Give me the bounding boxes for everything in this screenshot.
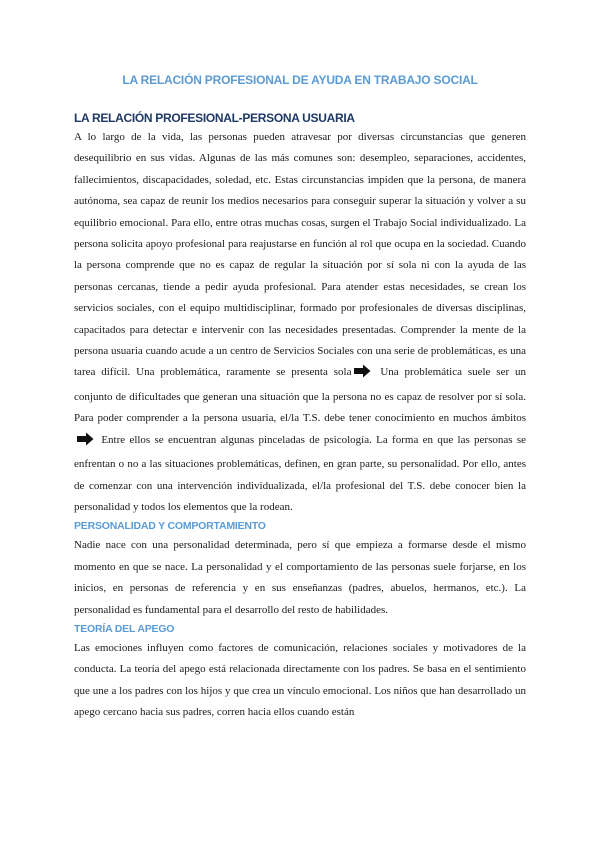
paragraph-apego: Las emociones influyen como factores de comunicación, relaciones sociales y motivadores de la conducta. La teoría del apego está relacionada directamente con los padres. Se basa en el sentimiento que une a los padres con los hijos y que crea un vínculo emocional. Los niños que han desarrollado un apego cercano hacia sus padres, corren hacia ellos cuando están	[74, 641, 526, 719]
document-body	[74, 109, 526, 724]
right-arrow-icon	[353, 364, 371, 386]
section-heading-apego: TEORÍA DEL APEGO	[74, 622, 175, 635]
right-arrow-icon	[76, 432, 94, 454]
paragraph-relacion	[74, 127, 526, 518]
paragraph-text: Una problemática suele ser un conjunto de dificultades que generan una situación que la persona no es capaz de resolver por sí sola. Para poder comprender a la persona usuaria, el/la T.S. debe tener conocimiento en muchos ámbitos	[74, 366, 526, 425]
section-heading-personalidad: PERSONALIDAD Y COMPORTAMIENTO	[74, 520, 266, 533]
paragraph-text: A lo largo de la vida, las personas pueden atravesar por diversas circunstancias que generen desequilibrio en sus vidas. Algunas de las más comunes son: desempleo, separaciones, accidentes, fallecimientos, discapacidades, soledad, etc. Estas circunstancias impiden que la persona, de manera autónoma, sea capaz de reunir los medios necesarios para conseguir superar la situación y volver a su equilibrio emocional. Para ello, entre otras muchas cosas, surgen el Trabajo Social individualizado. La persona solicita apoyo profesional para reajustarse en función al rol que ocupa en la sociedad. Cuando la persona comprende que no es capaz de regular la situación por sí sola ni con la ayuda de las personas cercanas, tiende a pedir ayuda profesional. Para atender estas necesidades, se crean los servicios sociales, con el equipo multidisciplinar, formado por profesionales de diversas disciplinas, capacitados para detectar e intervenir con las necesidades presentadas. Comprender la mente de la persona usuaria cuando acude a un centro de Servicios Sociales con una serie de problemáticas, es una tarea difícil. Una problemática, raramente se presenta sola	[74, 131, 526, 379]
document-title: LA RELACIÓN PROFESIONAL DE AYUDA EN TRABAJO SOCIAL	[122, 73, 478, 87]
paragraph-text: Entre ellos se encuentran algunas pinceladas de psicología. La forma en que las personas se enfrentan o no a las situaciones problemáticas, definen, en gran parte, su personalidad. Por ello, antes de comenzar con una intervención individualizada, el/la profesional del T.S. debe conocer bien la personalidad y todos los elementos que la rodean.	[74, 433, 526, 513]
paragraph-personalidad: Nadie nace con una personalidad determinada, pero sí que empieza a formarse desde el mismo momento en que se nace. La personalidad y el comportamiento de las personas suele forjarse, en los inicios, en personas de referencia y en sus enseñanzas (padres, abuelos, hermanos, etc.). La personalidad es fundamental para el desarrollo del resto de habilidades.	[74, 539, 526, 616]
section-heading-relacion: LA RELACIÓN PROFESIONAL-PERSONA USUARIA	[74, 111, 355, 125]
